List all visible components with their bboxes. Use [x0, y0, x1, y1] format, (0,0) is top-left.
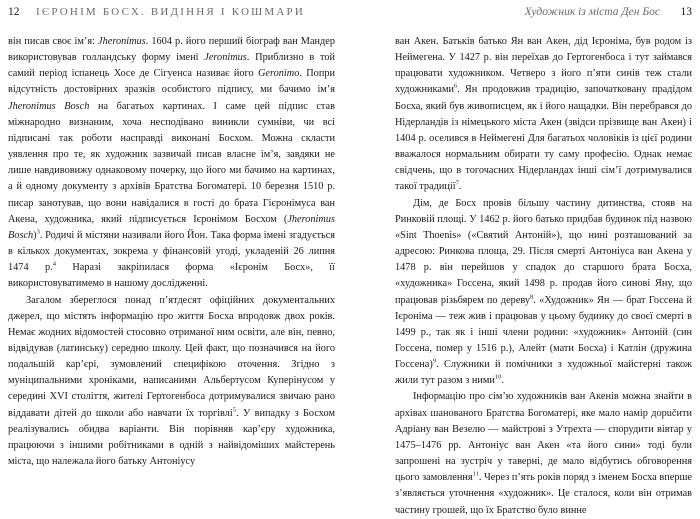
paragraph: він писав своє ім’я: Jheronimus. 1604 р. його перший біограф ван Мандер використовував голландську форму імені Jeronimus. Приблизно в той самий період іспанець Хосе де Сігуенса називає його Geronimo. Попри відсутність достовірних зразків особистого підпису, ми бачимо ім’я Jheronimus Bosch на багатьох картинах. І саме цей підпис став міжнародно визнаним, хоча несподівано виникли сумніви, чи всі підписані так роботи насправді виконані Босхом. Можна скласти уявлення про те, як художник зазвичай писав власне ім’я, завдяки не лише навдивовижу однаковому почерку, що його ми бачимо на картинах, а й одному документу з архівів Братства Богоматері. 10 березня 1510 р. писар занотував, що вони навідалися в гості до брата Гієронімуса ван Акена, художника, який підписується Ієронімом Босхом (Jheronimus Bosch)$^3$. Родичі й містяни називали його Йон. Така форма імені згадується в кількох документах, зокрема у фінансовій угоді, укладеній 26 липня 1474 р.$^4$ Наразі закріпилася форма «Ієронім Босх», її використовуватимемо в нашому дослідженні. [8, 36, 336, 290]
paragraph: ван Акен. Батьків батько Ян ван Акен, дід Ієроніма, був родом із Неймегена. У 1427 р. він переїхав до Гертогенбоса і тут займався працювати художником. Четверо з його п’яти синів теж стали художниками$^6$. Ян продовжив традицію, започатковану прадідом Босха, який був живописцем, як і його нащадки. Він перебрався до Нідерландів із німецького міста Акен (звідси прізвище ван Акен) і 1404 р. оселився в Неймегені Для багатьох чоловіків із цієї родини вважалося нормальним обирати ту саму професію. Однак немає свідчень, що в тогочасних Нідерландах інші сім’ї дотримувалися такої традиції$^7$. [395, 36, 692, 193]
footnote-ref: 3 [36, 228, 40, 236]
right-page [350, 0, 700, 516]
footnote-ref: 6 [453, 83, 458, 91]
paragraph: Інформацію про сім’ю художників ван Акенів можна знайти в архівах шанованого Братства Богоматері, яке мало намір дорučити Адріану ван Везелю — майстрові з Утрехта — спорудити вівтар у 1475–1476 рр. Антоніус ван Акен «та його сини» тоді були запрошені на зустріч у таверні, де мало відбутись обговорення цього замовлення$^{11}$. Через п’ять років поряд з іменем Босха вперше з’являється уточнення «художник». Це сталося, коли він отримав частину грошей, що їх Братство було винне [395, 391, 692, 516]
left-page-body [8, 34, 335, 470]
paragraph: Загалом збереглося понад п’ятдесят офіційних документальних джерел, що містять інформацію про життя Босха впродовж двох років. Немає жодних відомостей стосовно отриманої ним освіти, але він, певно, відвідував (латинську) середню школу. Цей факт, що позначився на його подальшій кар’єрі, зумовлений специфікою оточення. Згідно з муніципальними хроніками, написаними Альбертусом Куперінусом у середині XVI століття, жителі Гертогенбоса дотримувалися звичаю рано віддавати дітей до школи або навчати їх торгівлі$^5$. У випадку з Босхом реалізувались обидва варіанти. Він порівняв кар’єру художника, працюючи з іншими робітниками в одній з найвідоміших майстерень міста, що належала його батьку Антоніусу [8, 294, 336, 468]
running-title-left: ІЄРОНІМ БОСХ. ВИДІННЯ І КОШМАРИ [36, 6, 305, 18]
footnote-ref: 8 [530, 293, 534, 301]
running-title-right: Художник із міста Ден Бос [524, 6, 660, 18]
footnote-ref: 11 [472, 470, 479, 478]
footnote-ref: 7 [455, 179, 459, 187]
footnote-ref: 10 [494, 373, 502, 381]
right-page-header [358, 3, 692, 21]
page-number-right: 13 [680, 6, 692, 18]
page-number-left: 12 [8, 6, 20, 18]
left-page-header [8, 3, 342, 21]
footnote-ref: 5 [232, 406, 237, 414]
paragraph: Дім, де Босх провів більшу частину дитинства, стояв на Ринковій площі. У 1462 р. його батько придбав будинок під назвою «Sint Thoenis» («Святий Антоній»), що нині розташований за адресою: Ринкова площа, 29. Після смерті Антоніуса ван Акена у 1478 р. він перейшов у спадок до старшого брата Босха, «художника» Госсена, який 1498 р. продав його синові Яну, що працював різьбярем по дереву$^8$. «Художник» Ян — брат Госсена й Ієроніма — теж жив і працював у цьому будинку до своєї смерті в 1499 р., так як і інші члени родини: «художник» Антоній (син Госсена, помер у 1516 р.), Алейт (мати Босха) і Катлін (дружина Госсена)$^9$. Служники й помічники з художньої майстерні також жили тут разом з ними$^{10}$. [395, 197, 692, 387]
left-page [0, 0, 350, 468]
right-page-body [395, 34, 692, 519]
footnote-ref: 9 [432, 357, 437, 365]
footnote-ref: 4 [52, 260, 56, 268]
